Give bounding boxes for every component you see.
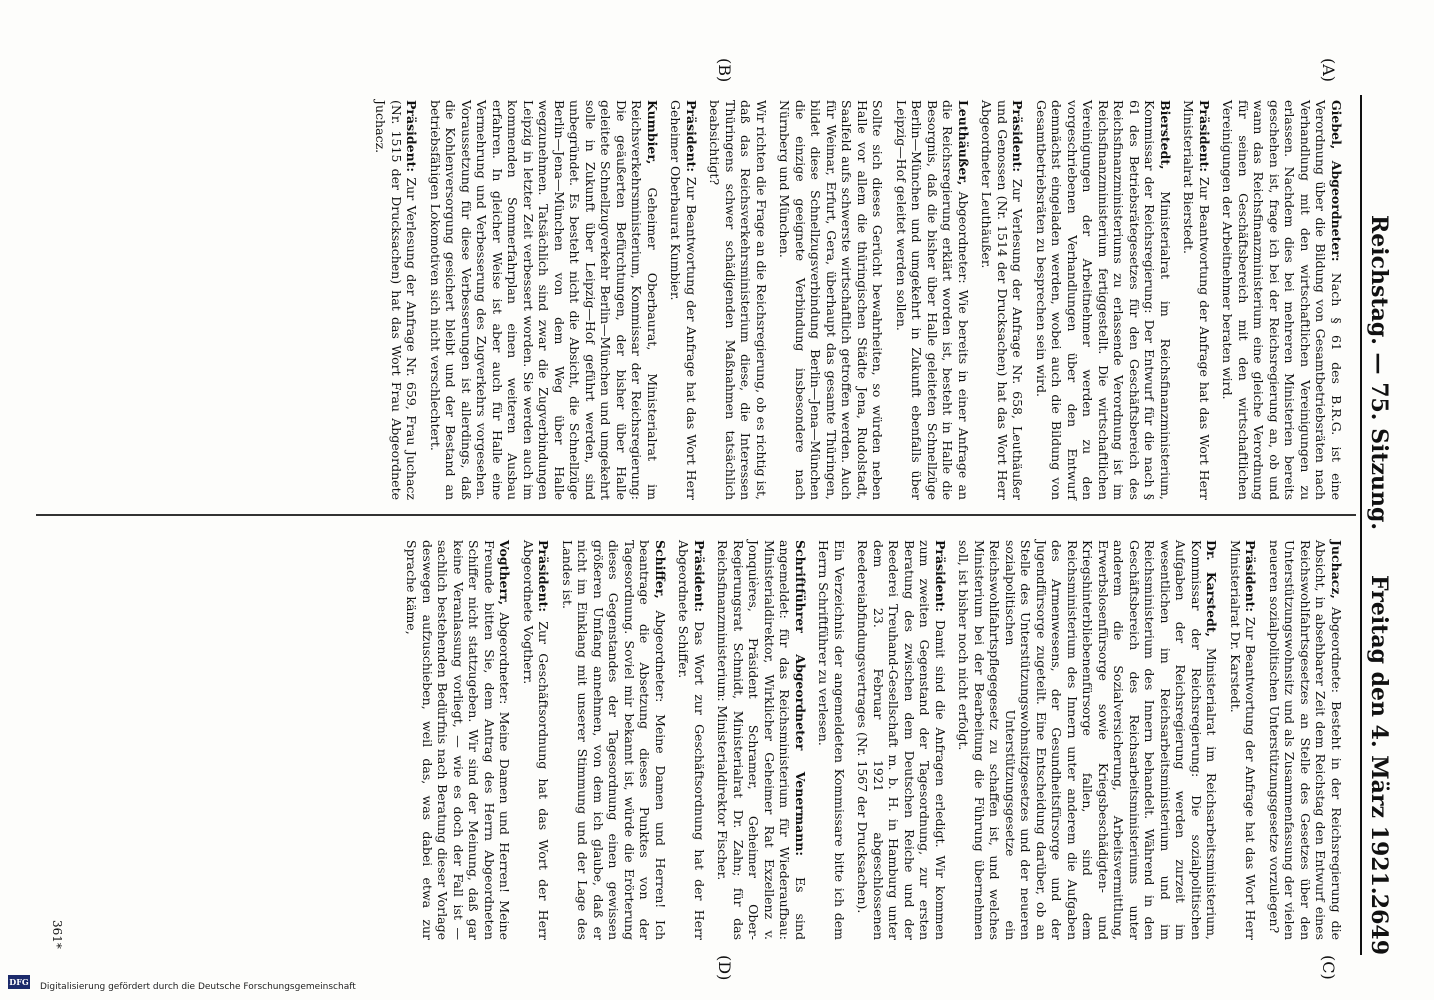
- speaker-name: Schiffer,: [653, 540, 668, 599]
- right-text-column: [396, 540, 1344, 940]
- paragraph-text: Geheimer Oberbaurat, Ministerialrat im Reichsverkehrsministerium, Kommissar der Reichsregierung: Die geäußerten Befürchtungen, der bisher über Halle geleitete Schnellzugverkehr Berlin—München und umgekehrt solle in Zukunft über Leipzig—Hof geführt werden, sind unbegründet. Es besteht nicht die Absicht, die Schnellzüge Berlin—Jena—München von dem Weg über Halle wegzunehmen. Tatsächlich sind zwar die Zugverbindungen Leipzig in letzter Zeit verbessert worden. Sie werden auch im kommenden Sommerfahrplan einen weiteren Ausbau erfahren. In gleicher Weise ist aber auch für Halle eine Vermehrung und Verbesserung des Zugverkehrs vorgesehen. Voraussetzung für diese Verbesserungen ist allerdings, daß die Kohlenversorgung gesichert bleibt und der Bestand an betriebsfähigen Lokomotiven sich nicht verschlechtert.: [428, 100, 660, 500]
- paragraph-text: Es sind angemeldet: für das Reichsministerium für Wiederaufbau: Ministerialdirektor, Wirklicher Geheimer Rat Exzellenz v. Jonquières, Präsident Schramer, Geheimer Ober-Regierungsrat Schmidt, Ministerialrat Dr. Zahn; für das Reichsfinanzministerium: Ministerialdirektor Fischer.: [715, 540, 808, 940]
- paragraph-text: Zur Verlesung der Anfrage Nr. 658, Leuthäußer und Genossen (Nr. 1514 der Drucksachen) hat das Wort Herr Abgeordneter Leuthäußer.: [979, 100, 1026, 500]
- margin-mark-a: (A): [1319, 58, 1338, 83]
- paragraph: [816, 540, 847, 940]
- margin-mark-b: (B): [715, 58, 734, 83]
- paragraph: [1181, 100, 1212, 500]
- paragraph: [1034, 100, 1174, 500]
- speaker-name: Präsident:: [404, 100, 420, 173]
- margin-mark-c: (C): [1319, 955, 1338, 980]
- speaker-name: Präsident:: [1243, 540, 1259, 613]
- header-title: Reichstag. — 75. Sitzung.: [1366, 215, 1392, 531]
- paragraph-text: Sollte sich dieses Gerücht bewahrheiten, so würden neben Halle vor allem die thüringischen Städte Jena, Rudolstadt, Saalfeld aufs schwerste wirtschaftlich getroffen werden. Auch für Weimar, Erfurt, Gera, überhaupt das gesamte Thüringen, bildet diese Schnellzugsverbindung Berlin—Jena—München die einzige geeignete Verbindung insbesondere nach Nürnberg und München.: [777, 100, 886, 500]
- folio-mark: 361*: [50, 920, 64, 949]
- speaker-name: Giebel, Abgeordneter:: [1329, 100, 1344, 262]
- paragraph-text: Das Wort zur Geschäftsordnung hat der Herr Abgeordnete Schiffer.: [676, 540, 707, 940]
- speaker-name: Präsident:: [1197, 100, 1212, 173]
- paragraph: [521, 540, 552, 940]
- paragraph-text: Zur Beantwortung der Anfrage hat das Wort Herr Ministerialrat Dr. Karstedt.: [1228, 540, 1259, 940]
- speaker-name: Dr. Karstedt,: [1204, 540, 1220, 638]
- paragraph-text: Wir richten die Frage an die Reichsregierung, ob es richtig ist, daß das Reichsverkehrsministerium diese, die Interessen Thüringens schwer schädigenden Maßnahmen tatsächlich beabsichtigt?: [707, 100, 769, 500]
- speaker-name: Leuthäußer,: [956, 100, 971, 186]
- speaker-name: Bierstedt,: [1158, 100, 1173, 170]
- speaker-name: Präsident:: [692, 540, 707, 613]
- paragraph: [668, 100, 699, 500]
- paragraph: [560, 540, 669, 940]
- paragraph: [715, 540, 808, 940]
- paragraph: [404, 540, 513, 940]
- paragraph: [373, 100, 420, 500]
- paragraph-text: Abgeordneter: Meine Damen und Herren! Meine Freunde bitten Sie, dem Antrag des Herrn Abgeordneten Schiffer nicht stattzugeben. Wir sind der Meinung, daß gar keine Veranlassung vorliegt, — wie es doch der Fall ist — sachlich bestehenden Bedürfnis nach Beratung dieser Vorlage deswegen aufzuschieben, weil das, was dabei etwa zur Sprache käme,: [404, 540, 513, 940]
- paragraph-text: Abgeordneter: Meine Damen und Herren! Ich beantrage die Absetzung dieses Punktes von der Tagesordnung. Soviel mir bekannt ist, würde die Erörterung dieses Gegenstandes der Tagesordnung einen gewissen größeren Umfang annehmen, von dem ich glaube, daß er nicht im Einklang mit unserer Stimmung und der Lage des Landes ist.: [560, 540, 668, 940]
- speaker-name: Kumbier,: [645, 100, 660, 165]
- speaker-name: Präsident:: [933, 540, 948, 613]
- header-rule: [1360, 95, 1362, 955]
- paragraph: [1228, 540, 1259, 940]
- speaker-name: Präsident:: [536, 540, 552, 613]
- paragraph-text: Ein Verzeichnis der angemeldeten Kommissare bitte ich dem Herrn Schriftführer zu verlesen.: [816, 540, 847, 940]
- paragraph-text: Ministerialrat im Reichsarbeitsministerium, Kommissar der Reichsregierung: Die sozialpolitischen Aufgaben der Reichsregierung werden zurzeit im wesentlichen im Reichsarbeitsministerium und im Reichsministerium des Innern behandelt. Während in den Geschäftsbereich des Reichsarbeitsministeriums unter anderem die Sozialversicherung, Arbeitsvermittlung, Erwerbslosenfürsorge sowie Kriegsbeschädigten- und Kriegshinterbliebenenfürsorge fallen, sind dem Reichsministerium des Innern unter anderem die Aufgaben des Armenwesens, der Gesundheitsfürsorge und der Jugendfürsorge zugeteilt. Eine Entscheidung darüber, ob an Stelle des Unterstützungswohnsitzgesetzes und der neueren sozialpolitischen Unterstützungsgesetze ein Reichswohlfahrtspflegegesetz zu schaffen ist, und welches Ministerium bei der Bearbeitung die Führung übernehmen soll, ist bisher noch nicht erfolgt.: [956, 540, 1220, 940]
- paragraph-text: Abgeordnete: Besteht in der Reichsregierung die Absicht, in absehbarer Zeit dem Reichstag den Entwurf eines Reichswohlfahrtsgesetzes an Stelle des Gesetzes über den Unterstützungswohnsitz und als Zusammenfassung der vielen neueren sozialpolitischen Unterstützungsgesetze vorzulegen?: [1267, 540, 1344, 941]
- dfg-logo: DFG: [9, 977, 29, 987]
- paragraph-text: Zur Geschäftsordnung hat das Wort der Herr Abgeordnete Vogtherr.: [521, 540, 552, 940]
- paragraph-text: Abgeordneter: Wie bereits in einer Anfrage an die Reichsregierung erklärt worden ist, besteht in Halle die Besorgnis, daß die bisher über Halle geleiteten Schnellzüge Berlin—München und umgekehrt in Zukunft ebenfalls über Leipzig—Hof geleitet werden sollen.: [894, 100, 971, 500]
- speaker-name: Vogtherr,: [497, 540, 513, 606]
- paragraph: [1267, 540, 1345, 940]
- column-divider: [36, 514, 1356, 516]
- header-page-number: 2649: [1366, 893, 1392, 955]
- paragraph: [956, 540, 1220, 940]
- speaker-name: Präsident:: [1010, 100, 1026, 173]
- paragraph-text: Zur Beantwortung der Anfrage hat das Wort Herr Ministerialrat Bierstedt.: [1181, 100, 1212, 500]
- paragraph-text: Nach § 61 des B.R.G. ist eine Verordnung über die Bildung von Gesamtbetriebsräten nach Verhandlung mit den wirtschaftlichen Vereinigungen zu erlassen. Nachdem dies bei mehreren Ministerien bereits geschehen ist, frage ich bei der Reichsregierung an, ob und wann das Reichsfinanzministerium eine gleiche Verordnung für seinen Geschäftsbereich mit den wirtschaftlichen Vereinigungen der Arbeitnehmer beraten wird.: [1220, 100, 1344, 500]
- paragraph-text: Ministerialrat im Reichsfinanzministerium, Kommissar der Reichsregierung: Der Entwurf für die nach § 61 des Betriebsrätegesetzes für den Geschäftsbereich des Reichsfinanzministeriums zu erlassende Verordnung ist im Reichsfinanzministerium fertiggestellt. Die wirtschaftlichen Vereinigungen der Arbeitnehmer werden zu den vorgeschriebenen Verhandlungen über den Entwurf demnächst eingeladen werden, wobei auch die Bildung von Gesamtbetriebsräten zu besprechen sein wird.: [1034, 100, 1173, 500]
- paragraph: [894, 100, 972, 500]
- paragraph: [777, 100, 886, 500]
- paragraph-text: Zur Verlesung der Anfrage Nr. 659, Frau Juchacz (Nr. 1515 der Drucksachen) hat das Wort Frau Abgeordnete Juchacz.: [373, 100, 420, 500]
- speaker-name: Präsident:: [684, 100, 699, 173]
- digitization-note: Digitalisierung gefördert durch die Deutsche Forschungsgemeinschaft: [40, 982, 356, 992]
- header-date: Freitag den 4. März 1921.: [1366, 575, 1392, 895]
- speaker-name: Schriftführer Abgeordneter Venermann:: [793, 540, 808, 857]
- page-header: [1362, 95, 1394, 955]
- paragraph: [707, 100, 769, 500]
- paragraph: [855, 540, 948, 940]
- paragraph: [428, 100, 661, 500]
- left-text-column: [365, 100, 1344, 500]
- paragraph-text: Zur Beantwortung der Anfrage hat das Wort Herr Geheimer Oberbaurat Kumbier.: [668, 100, 699, 500]
- paragraph: [676, 540, 707, 940]
- margin-mark-d: (D): [715, 955, 734, 981]
- speaker-name: Juchacz,: [1329, 540, 1344, 599]
- paragraph: [979, 100, 1026, 500]
- paragraph: [1220, 100, 1344, 500]
- paragraph-text: Damit sind die Anfragen erledigt. Wir kommen zum zweiten Gegenstand der Tagesordnung, zur ersten Beratung des zwischen dem Deutschen Reiche und der Reederei Treuhand-Gesellschaft m. b. H. in Hamburg unter dem 23. Februar 1921 abgeschlossenen Reedereiabfindungsvertrages (Nr. 1567 der Drucksachen).: [855, 540, 948, 940]
